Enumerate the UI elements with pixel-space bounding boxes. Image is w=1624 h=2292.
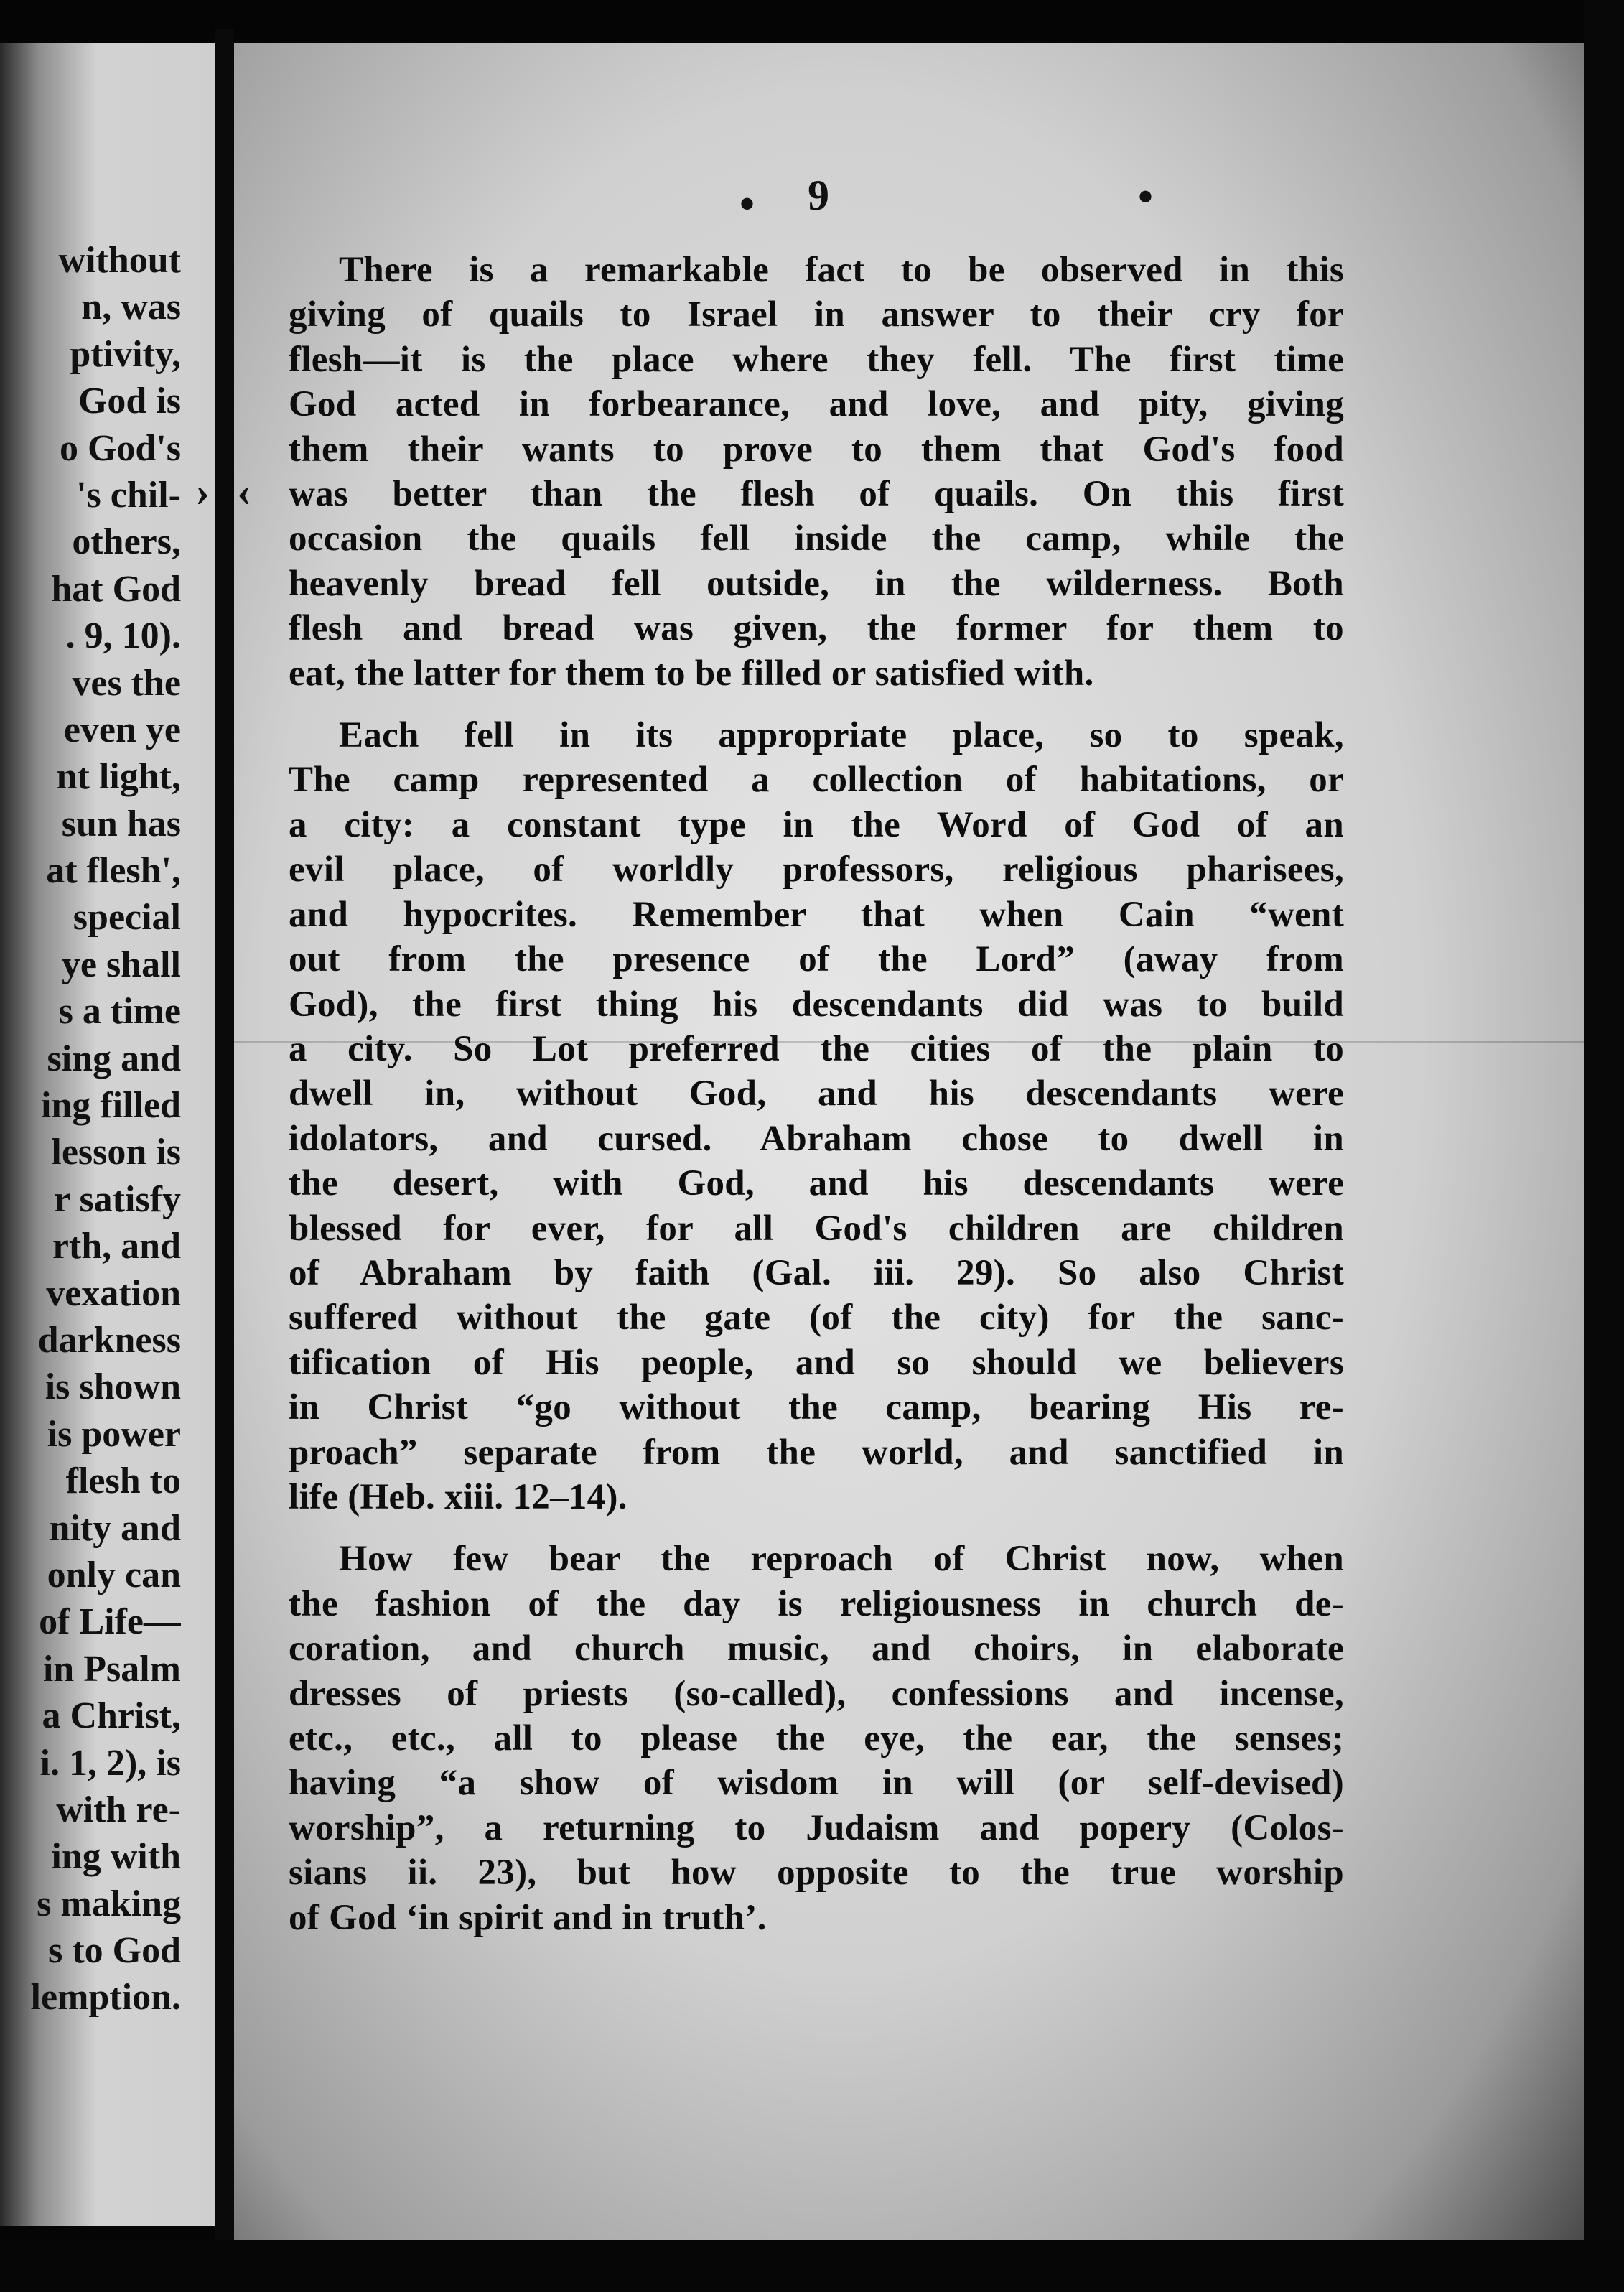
- text-line: dresses of priests (so-called), confessions and incense,: [289, 1673, 1344, 1714]
- left-fragment-line: vexation: [46, 1272, 181, 1314]
- text-line: and hypocrites. Remember that when Cain “went: [289, 894, 1344, 935]
- text-line: was better than the flesh of quails. On this first: [289, 474, 1344, 515]
- left-fragment-line: ing with: [51, 1836, 181, 1878]
- text-line: God), the first thing his descendants did was to build: [289, 984, 1344, 1025]
- text-line: a city. So Lot preferred the cities of the plain to: [289, 1028, 1344, 1069]
- text-line: tification of His people, and so should we believers: [289, 1342, 1344, 1383]
- left-fragment-line: special: [73, 897, 181, 938]
- text-line: occasion the quails fell inside the camp, while the: [289, 518, 1344, 559]
- text-line: the fashion of the day is religiousness in church de-: [289, 1583, 1344, 1624]
- left-fragment-line: nity and: [49, 1507, 181, 1549]
- text-line: etc., etc., all to please the eye, the ear, the senses;: [289, 1718, 1344, 1758]
- left-fragment-line: nt light,: [56, 756, 181, 798]
- text-line: them their wants to prove to them that God's food: [289, 429, 1344, 470]
- text-line: out from the presence of the Lord” (away from: [289, 939, 1344, 980]
- paragraph: [289, 713, 1344, 1519]
- left-fragment-line: lemption.: [30, 1977, 181, 2018]
- page-number: 9: [808, 172, 829, 219]
- left-fragment-line: is power: [47, 1413, 181, 1455]
- text-line: coration, and church music, and choirs, in elaborate: [289, 1629, 1344, 1669]
- text-line: giving of quails to Israel in answer to their cry for: [289, 294, 1344, 335]
- paragraph: [289, 248, 1344, 696]
- left-fragment-line: n, was: [81, 286, 181, 328]
- text-line: blessed for ever, for all God's children are children: [289, 1208, 1344, 1249]
- text-line: sians ii. 23), but how opposite to the true worship: [289, 1853, 1344, 1893]
- text-line: of God ‘in spirit and in truth’.: [289, 1897, 767, 1938]
- left-fragment-line: flesh to: [65, 1461, 181, 1502]
- text-line: flesh and bread was given, the former for them to: [289, 608, 1344, 649]
- paragraph-gap: [289, 1519, 1344, 1537]
- left-fragment-line: ptivity,: [70, 333, 181, 375]
- left-fragment-line: in Psalm: [42, 1648, 181, 1690]
- text-line: a city: a constant type in the Word of God of an: [289, 804, 1344, 845]
- left-fragment-line: even ye: [63, 709, 181, 750]
- left-fragment-line: r satisfy: [54, 1178, 181, 1220]
- left-fragment-line: s to God: [48, 1930, 181, 1972]
- book-gutter: [215, 29, 234, 2240]
- text-line: worship”, a returning to Judaism and popery (Colos-: [289, 1807, 1344, 1848]
- left-fragment-line: ye shall: [61, 944, 181, 985]
- left-fragment-line: hat God: [51, 568, 181, 610]
- text-line: having “a show of wisdom in will (or self-devised): [289, 1763, 1344, 1804]
- text-line: Each fell in its appropriate place, so to speak,: [339, 715, 1344, 756]
- left-fragment-line: is shown: [45, 1366, 181, 1408]
- left-fragment-line: without: [58, 240, 181, 281]
- paragraph-gap: [289, 696, 1344, 713]
- left-fragment-line: God is: [78, 381, 181, 422]
- text-line: evil place, of worldly professors, religious pharisees,: [289, 849, 1344, 890]
- text-line: heavenly bread fell outside, in the wilderness. Both: [289, 563, 1344, 604]
- left-fragment-line: o God's: [59, 427, 181, 469]
- text-line: life (Heb. xiii. 12–14).: [289, 1476, 627, 1517]
- text-line: eat, the latter for them to be filled or satisfied with.: [289, 653, 1094, 694]
- scan-border-bottom: [0, 2240, 1624, 2292]
- left-fragment-line: lesson is: [51, 1132, 181, 1173]
- margin-bracket-mark: ›: [195, 467, 210, 515]
- text-line: dwell in, without God, and his descendants were: [289, 1073, 1344, 1114]
- left-fragment-line: others,: [72, 521, 181, 563]
- ink-dot-mark: •: [1138, 173, 1154, 220]
- ink-dot-mark: •: [739, 180, 755, 228]
- left-fragment-line: . 9, 10).: [65, 615, 181, 657]
- left-fragment-line: of Life—: [39, 1601, 181, 1643]
- left-fragment-line: sing and: [47, 1038, 181, 1079]
- left-fragment-line: s a time: [58, 991, 181, 1033]
- text-line: How few bear the reproach of Christ now, when: [339, 1539, 1344, 1580]
- left-fragment-line: ing filled: [40, 1085, 181, 1127]
- margin-bracket-mark: ‹: [237, 467, 251, 515]
- text-line: There is a remarkable fact to be observed in this: [339, 250, 1344, 290]
- left-fragment-line: 's chil-: [76, 474, 181, 516]
- left-fragment-line: rth, and: [52, 1226, 181, 1267]
- left-fragment-line: only can: [47, 1554, 181, 1595]
- text-line: flesh—it is the place where they fell. The first time: [289, 339, 1344, 380]
- left-fragment-line: a Christ,: [42, 1695, 181, 1737]
- left-fragment-line: s making: [37, 1883, 181, 1924]
- text-line: idolators, and cursed. Abraham chose to dwell in: [289, 1118, 1344, 1159]
- text-line: proach” separate from the world, and sanctified in: [289, 1432, 1344, 1473]
- left-page-text-fragment: [0, 237, 181, 2021]
- left-fragment-line: darkness: [37, 1319, 181, 1361]
- scan-border-right: [1584, 0, 1624, 2292]
- left-fragment-line: at flesh',: [46, 850, 181, 892]
- left-fragment-line: ves the: [72, 662, 181, 704]
- text-line: of Abraham by faith (Gal. iii. 29). So also Christ: [289, 1252, 1344, 1293]
- body-text: [289, 248, 1344, 1940]
- text-line: in Christ “go without the camp, bearing His re-: [289, 1387, 1344, 1428]
- paragraph: [289, 1537, 1344, 1940]
- left-fragment-line: with re-: [56, 1789, 181, 1830]
- left-fragment-line: sun has: [61, 803, 181, 844]
- text-line: the desert, with God, and his descendants were: [289, 1163, 1344, 1204]
- text-line: God acted in forbearance, and love, and pity, giving: [289, 384, 1344, 425]
- text-line: suffered without the gate (of the city) for the sanc-: [289, 1298, 1344, 1338]
- text-line: The camp represented a collection of habitations, or: [289, 760, 1344, 801]
- left-fragment-line: i. 1, 2), is: [39, 1742, 181, 1784]
